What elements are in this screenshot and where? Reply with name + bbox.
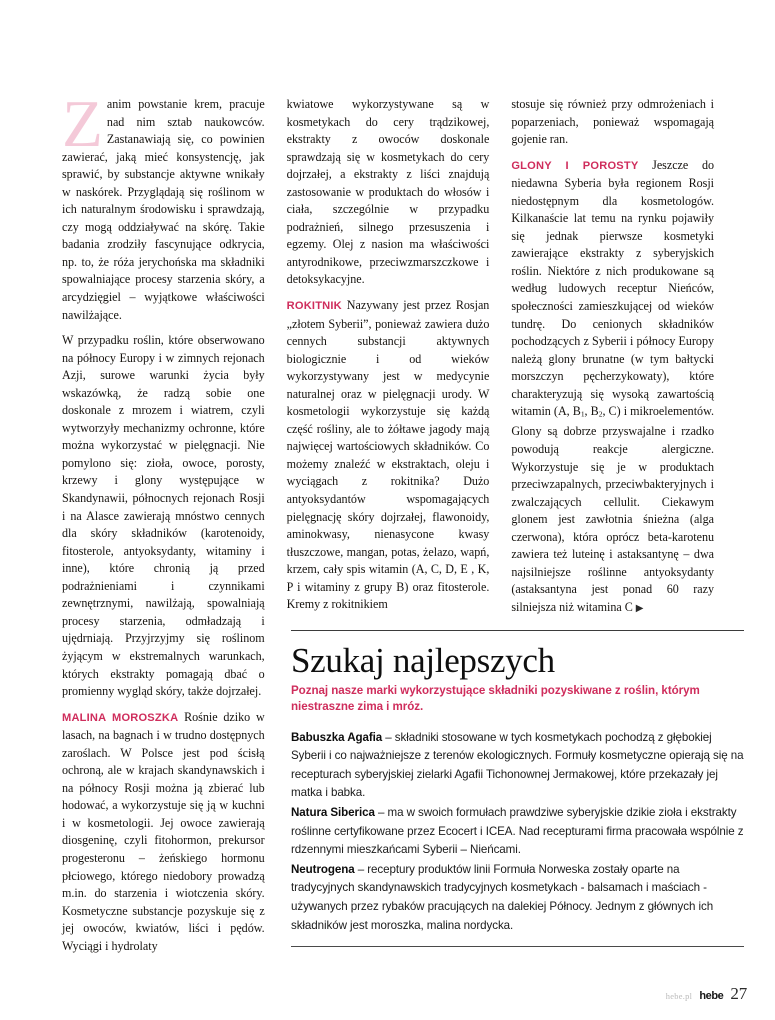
section-runhead-malina-moroszka: MALINA MOROSZKA bbox=[62, 711, 179, 724]
article-column-3 bbox=[511, 96, 714, 618]
promo-subtitle: Poznaj nasze marki wykorzystujące składniki pozyskiwane z roślin, którym niestraszne zima i mróz. bbox=[291, 683, 700, 714]
paragraph-intro bbox=[62, 87, 265, 324]
subscript-b2: 2 bbox=[598, 409, 603, 419]
promo-bottom-rule bbox=[291, 946, 744, 947]
paragraph-kwiatowe bbox=[287, 96, 490, 289]
promo-entry bbox=[291, 804, 744, 860]
continued-arrow-icon: ▶ bbox=[635, 602, 644, 614]
paragraph-text-mid: , B bbox=[584, 404, 599, 419]
promo-box bbox=[291, 630, 744, 947]
section-runhead-rokitnik: ROKITNIK bbox=[286, 300, 342, 313]
footer-brand-logo: hebe bbox=[699, 990, 724, 1002]
page-number: 27 bbox=[730, 984, 747, 1003]
article-column-2 bbox=[287, 96, 490, 614]
drop-cap: Z bbox=[62, 87, 103, 161]
promo-entry bbox=[291, 729, 744, 803]
paragraph-glony-i-porosty bbox=[511, 157, 714, 618]
section-runhead-glony-i-porosty: GLONY I POROSTY bbox=[511, 159, 639, 172]
paragraph-rokitnik bbox=[287, 297, 490, 614]
paragraph-text: stosuje się również przy odmrożeniach i poparzeniach, ponieważ wspomagają gojenie ran. bbox=[511, 97, 715, 147]
article-column-1 bbox=[62, 87, 265, 955]
brand-name-babuszka-agafia: Babuszka Agafia bbox=[291, 730, 383, 744]
paragraph-text: kwiatowe wykorzystywane są w kosmetykach do cery trądzikowej, ekstrakty z owoców doskonale sprawdzają się w kosmetykach do cery dojrzałej, a ekstrakty z liści znajdują zastosowanie w produktach do włosów i ciała, szczególnie w przypadku podrażnień, silnego przesuszenia i egzemy. Olej z nasion ma właściwości antyrodnikowe, przeciwzmarszczkowe i detoksykacyjne. bbox=[286, 97, 490, 287]
paragraph-text: W przypadku roślin, które obserwowano na północy Europy i w zimnych rejonach Azji, surowe warunki życia były wskazówką, że radzą sobie one doskonale z mrozem i wiatrem, czyli wytworzyły mechanizmy ochronne, które można wykorzystać w pielęgnacji. Nie pomylono się: zioła, owoce, porosty, krzewy i glony występujące w Skandynawii, północnych rejonach Rosji i na Alasce zawierają mnóstwo cennych dla skóry składników (karotenoidy, fitosterole, antyoksydanty, witaminy i inne), które chronią ją przed podrażnieniami i czynnikami zewnętrznymi, nawilżają, spowalniają procesy starzenia, odmładzają i ujędrniają. Przyjrzyjmy się roślinom żyjącym w ekstremalnych warunkach, których ekstrakty pomagają dbać o promienny wygląd skóry, także dojrzałej. bbox=[62, 333, 265, 699]
promo-title: Szukaj najlepszych bbox=[291, 641, 555, 680]
paragraph-text-after: , C) i mikroelementów. Glony są dobrze przyswajalne i rzadko powodują reakcje alergiczne. Wykorzystuje się je w produktach przeciwzapalnych, przeciwbakteryjnych i zwalczających cellulit. Ciekawym glonem jest zawłotnia śnieżna (alga czerwona), która oprócz beta-karotenu zawiera też luteinę i astaksantynę – dwa najsilniejsze roślinne antyoksydanty (astaksantyna jest ponad 60 razy silniejsza niż witamina C bbox=[511, 404, 715, 614]
paragraph-text: Rośnie dziko w lasach, na bagnach i w trudno dostępnych zaroślach. W Polsce jest pod ścisłą ochroną, ale w krajach skandynawskich i na północy Rosji można ją zbierać lub hodować, a wykorzystuje się ją w kuchni i w kosmetologii. Jej owoce zawierają diosgeninę, czyli fitohormon, prekursor progesteronu – żeńskiego hormonu płciowego, którego niedobory prowadzą m.in. do starzenia i wiotczenia skóry. Kosmetyczne substancje pozyskuje się z jej owoców, kwiatów, liści i pędów. Wyciągi i hydrolaty bbox=[62, 709, 265, 953]
brand-description: – receptury produktów linii Formuła Norweska zostały oparte na tradycyjnych skandynawskich tradycyjnych kosmetykach - balsamach i maściach - używanych przez rybaków pracujących na dalekiej Północy. Jednym z głównych ich składników jest moroszka, malina nordycka. bbox=[291, 862, 714, 932]
brand-description: – składniki stosowane w tych kosmetykach pochodzą z głębokiej Syberii i co najważniejsze z terenów ekologicznych. Formuły kosmetyczne opierają się na recepturach syberyjskiej zielarki Agafii Tichonownej Jermakowej, które przekazały jej matka i babka. bbox=[291, 730, 744, 800]
paragraph-text: Nazywany jest przez Rosjan „złotem Syberii”, ponieważ zawiera dużo cennych substancji aktywnych biologicznie i od wieków wykorzystywany jest w medycynie naturalnej oraz w pielęgnacji urody. W kosmetologii wykorzystuje się każdą część rośliny, ale to żółtawe jagody mają najwięcej wartościowych składników. Co możemy znaleźć w ekstraktach, oleju i wyciągach z rokitnika? Dużo antyoksydantów wspomagających pielęgnację skóry dojrzałej, flawonoidy, aminokwasy, nienasycone kwasy tłuszczowe, mangan, potas, żelazo, wapń, krzem, cały spis witamin (A, C, D, E , K, P i witaminy z grupy B) oraz fitosterole. Kremy z rokitnikiem bbox=[286, 298, 490, 612]
paragraph-malina-moroszka bbox=[62, 709, 265, 956]
paragraph-stosuje bbox=[511, 96, 714, 149]
footer-website-url: hebe.pl bbox=[665, 992, 693, 1001]
brand-name-natura-siberica: Natura Siberica bbox=[291, 805, 375, 819]
paragraph-text-before: Jeszcze do niedawna Syberia była regionem Rosji niedostępnym dla kosmetologów. Kilkanaście lat temu na rynku pojawiły się jednak pierwsze kosmetyki zawierające ekstrakty z syberyjskich roślin. Niektóre z nich produkowane są według ludowych receptur Nieńców, społeczności zamieszkującej od wieków tundrę. Do cenionych składników pochodzących z Syberii i północy Europy należą glony brunatne (w tym bałtycki morszczyn pęcherzykowaty), które charakteryzują się wysoką zawartością witamin (A, B bbox=[511, 157, 715, 419]
paragraph-plants bbox=[62, 332, 265, 700]
subscript-b1: 1 bbox=[580, 409, 585, 419]
brand-name-neutrogena: Neutrogena bbox=[291, 862, 355, 876]
brand-description: – ma w swoich formułach prawdziwe syberyjskie dzikie zioła i ekstrakty roślinne certyfikowane przez Ecocert i ICEA. Nad recepturami firma pracowała wspólnie z rdzennymi mieszkańcami Syberii – Nieńcami. bbox=[291, 805, 744, 857]
promo-entry bbox=[291, 861, 744, 935]
paragraph-text: anim powstanie krem, pracuje nad nim sztab naukowców. Zastanawiają się, co powinien zawierać, jaką mieć konsystencję, jak sprawić, by substancje aktywne wnikały w naskórek. Przyglądają się roślinom w ich naturalnym środowisku i sprawdzają, czy mogą oddziaływać na skórę. Takie badania zrodziły fascynujące odkrycia, np. to, że róża jerychońska ma składniki spowalniające procesy starzenia skóry, a arcydzięgiel – wyjątkowe właściwości nawilżające. bbox=[62, 97, 265, 322]
promo-top-rule bbox=[291, 630, 744, 631]
page-footer bbox=[666, 984, 747, 1004]
promo-entries bbox=[291, 729, 744, 936]
